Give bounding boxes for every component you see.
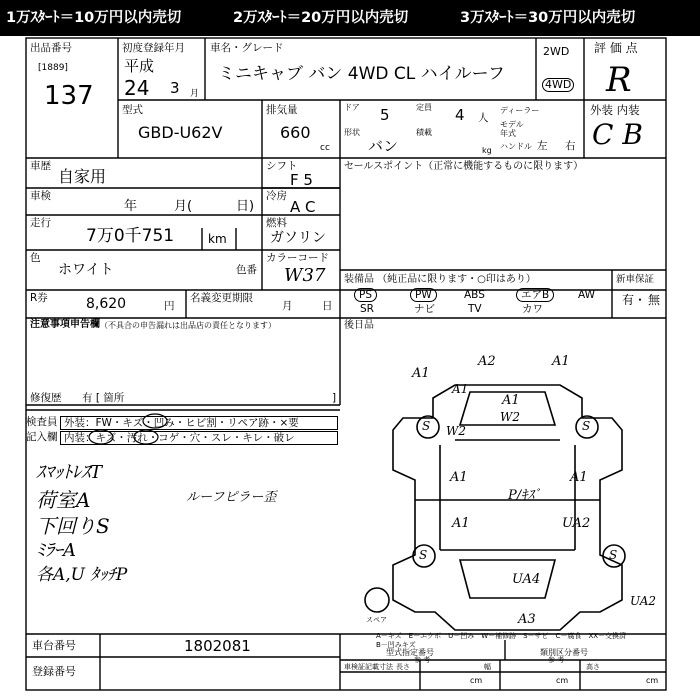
mark-ua2-right: UA2 bbox=[562, 516, 591, 531]
mileage-unit: km bbox=[208, 232, 227, 246]
warranty-none: 無 bbox=[648, 293, 661, 307]
equip-aw: AW bbox=[578, 289, 595, 301]
ext-int-label: 外装 内装 bbox=[590, 103, 640, 117]
model-name-value: ミニキャブ バン 4WD CL ハイルーフ bbox=[218, 64, 505, 84]
model-code-value: GBD-U62V bbox=[138, 123, 223, 142]
warranty-separator: ・ bbox=[634, 293, 647, 307]
name-change-month: 月 bbox=[282, 300, 293, 312]
mark-a1-left-door: A1 bbox=[450, 470, 468, 485]
size-label: 車検証記載寸法 bbox=[344, 663, 393, 671]
capacity-label: 定員 bbox=[416, 103, 432, 112]
registration-era: 平成 bbox=[124, 57, 155, 75]
lot-number: 137 bbox=[44, 81, 94, 111]
equip-ps-circled: PS bbox=[354, 288, 377, 302]
mark-a2-front: A2 bbox=[478, 354, 496, 369]
sales-point-label: セールスポイント（正常に機能するものに限ります） bbox=[344, 161, 584, 172]
displacement-value: 660 bbox=[280, 123, 311, 142]
inspection-day: 日) bbox=[236, 199, 255, 214]
capacity-unit: 人 bbox=[478, 112, 489, 124]
ac-value: A C bbox=[290, 198, 316, 216]
category-no-label: 類別区分番号 bbox=[540, 648, 588, 657]
score-value: R bbox=[606, 60, 632, 100]
mileage-value: 7万0千751 bbox=[86, 226, 175, 246]
length-unit: cm bbox=[470, 676, 483, 685]
name-change-label: 名義変更期限 bbox=[190, 292, 253, 304]
mark-a1-front-left: A1 bbox=[412, 366, 430, 381]
drive-2wd: 2WD bbox=[543, 45, 570, 58]
chassis-value: 1802081 bbox=[184, 637, 251, 655]
mark-s-rear-left-tire: S bbox=[419, 548, 428, 562]
repair-label: 修復歴 bbox=[30, 392, 62, 404]
capacity-value: 4 bbox=[455, 106, 465, 124]
mark-a1-left-rear: A1 bbox=[452, 516, 470, 531]
cat-ref: 参 考 bbox=[548, 656, 565, 664]
registration-month: 3 bbox=[170, 79, 180, 97]
equip-abs: ABS bbox=[464, 289, 485, 301]
spec-ref: 参 考 bbox=[414, 656, 431, 664]
legend-line-1: A－キズ E－エクボ U－凹み W－補修跡 S－サビ C－腐食 XX－交換済 bbox=[376, 632, 627, 640]
load-unit: kg bbox=[482, 146, 492, 155]
inspector-label: 検査員 bbox=[26, 416, 58, 428]
exterior-checklist: 外装：FW・キズ・凹み・ヒビ割・リペア跡・×要 bbox=[60, 416, 338, 430]
lot-code: [1889] bbox=[38, 63, 68, 73]
note-line-1: ｽﾏｯﾄﾚｽT bbox=[36, 462, 103, 483]
mark-w2-side: W2 bbox=[446, 424, 466, 438]
mark-ua2-rear-right: UA2 bbox=[630, 594, 657, 608]
color-number-value: W37 bbox=[284, 265, 326, 286]
mark-ua4-rear: UA4 bbox=[512, 572, 541, 587]
handle-label: ハンドル bbox=[500, 142, 532, 151]
equip-pw-circled: PW bbox=[410, 288, 437, 302]
warranty-have: 有 bbox=[622, 293, 635, 307]
color-code-label: カラーコード bbox=[266, 252, 329, 264]
note-line-5: 各A,U ﾀｯﾁP bbox=[36, 565, 128, 585]
mark-a1-windshield: A1 bbox=[502, 393, 520, 408]
dealer-model-label: モデル bbox=[500, 120, 524, 129]
interior-checklist: 内装：キズ・汚れ・コゲ・穴・スレ・キレ・破レ bbox=[60, 431, 338, 445]
spare-label: スペア bbox=[366, 616, 387, 624]
inspection-month: 月( bbox=[174, 199, 193, 214]
height-unit: cm bbox=[646, 676, 659, 685]
registration-label: 初度登録年月 bbox=[122, 42, 185, 54]
note-line-4: ﾐﾗｰA bbox=[36, 540, 76, 561]
mark-s-front-left-tire: S bbox=[422, 419, 431, 433]
color-value: ホワイト bbox=[58, 262, 114, 278]
score-label: 評 価 点 bbox=[594, 41, 638, 55]
handle-left: 左 bbox=[537, 140, 548, 152]
registration-month-unit: 月 bbox=[190, 89, 200, 99]
reg-number-label: 登録番号 bbox=[32, 665, 76, 678]
mark-w2-windshield: W2 bbox=[500, 410, 520, 424]
width-unit: cm bbox=[556, 676, 569, 685]
category-value: 自家用 bbox=[58, 167, 107, 186]
inspection-label: 車検 bbox=[30, 190, 51, 202]
inspection-year: 年 bbox=[124, 199, 138, 214]
note-roof-pillar: ルーフピラー歪 bbox=[186, 490, 277, 505]
repair-value: 有 [ 箇所 bbox=[82, 392, 125, 404]
legend-line-2: B－凹みキズ bbox=[376, 641, 416, 649]
rear-items-label: 後日品 bbox=[344, 320, 374, 331]
banner-item-2: 2万ｽﾀｰﾄ＝20万円以内売切 bbox=[233, 10, 409, 26]
model-code-label: 型式 bbox=[122, 104, 143, 116]
height-label: 高さ bbox=[586, 663, 600, 671]
shift-value: F 5 bbox=[290, 171, 313, 189]
equipment-label: 装備品 （純正品に限ります・○印はあり） bbox=[344, 274, 536, 285]
shape-value: バン bbox=[368, 137, 399, 155]
note-line-2: 荷室A bbox=[36, 488, 91, 512]
note-line-3: 下回りS bbox=[36, 514, 110, 538]
model-name-label: 車名・グレード bbox=[210, 42, 284, 54]
length-label: 長さ bbox=[396, 663, 410, 671]
caution-sub: （不具合の申告漏れは出品店の責任となります） bbox=[100, 321, 276, 330]
color-number-label: 色番 bbox=[236, 264, 257, 276]
equip-navi: ナビ bbox=[414, 303, 435, 315]
repair-close: ] bbox=[332, 392, 337, 404]
displacement-label: 排気量 bbox=[266, 104, 298, 116]
fuel-value: ガソリン bbox=[270, 230, 326, 246]
load-label: 積載 bbox=[416, 128, 432, 137]
mark-a1-hood: A1 bbox=[452, 382, 469, 396]
registration-year: 24 bbox=[124, 76, 150, 100]
doors-value: 5 bbox=[380, 106, 390, 124]
equip-airbag-circled: エアB bbox=[516, 288, 554, 302]
category-label: 車歴 bbox=[30, 160, 51, 172]
ext-int-value: C B bbox=[592, 118, 643, 151]
mark-p-scratch-roof: P/ｷｽﾞ bbox=[508, 488, 541, 503]
banner-item-1: 1万ｽﾀｰﾄ＝10万円以内売切 bbox=[6, 10, 182, 26]
dealer-label: ディーラー bbox=[500, 106, 540, 115]
recycle-label: R券 bbox=[30, 292, 48, 304]
displacement-unit: cc bbox=[320, 143, 330, 153]
spec-label: 型式指定番号 bbox=[386, 648, 434, 657]
shift-label: シフト bbox=[266, 160, 298, 172]
entry-label: 記入欄 bbox=[26, 431, 58, 443]
mark-s-rear-right-tire: S bbox=[609, 548, 618, 562]
shape-label: 形状 bbox=[344, 128, 360, 137]
name-change-day: 日 bbox=[322, 300, 333, 312]
equip-sr: SR bbox=[360, 303, 374, 315]
mark-a1-front-right: A1 bbox=[552, 354, 570, 369]
banner-item-3: 3万ｽﾀｰﾄ＝30万円以内売切 bbox=[460, 10, 636, 26]
new-car-warranty-label: 新車保証 bbox=[616, 274, 655, 285]
mark-s-front-right-tire: S bbox=[582, 419, 591, 433]
ac-label: 冷房 bbox=[266, 190, 287, 202]
equip-tv: TV bbox=[468, 303, 482, 315]
handle-right: 右 bbox=[565, 140, 576, 152]
mark-a3-rear-bumper: A3 bbox=[518, 612, 536, 627]
recycle-unit: 円 bbox=[164, 300, 175, 312]
equip-leather: カワ bbox=[522, 303, 543, 315]
chassis-label: 車台番号 bbox=[32, 639, 76, 652]
fuel-label: 燃料 bbox=[266, 217, 287, 229]
mileage-label: 走行 bbox=[30, 217, 51, 229]
drive-4wd-circled: 4WD bbox=[542, 78, 574, 92]
caution-label: 注意事項申告欄 bbox=[30, 319, 100, 330]
dealer-year-label: 年式 bbox=[500, 129, 516, 138]
color-label: 色 bbox=[30, 252, 41, 264]
width-label: 幅 bbox=[484, 663, 491, 671]
doors-label: ドア bbox=[344, 103, 360, 112]
mark-a1-right-door: A1 bbox=[570, 470, 588, 485]
recycle-value: 8,620 bbox=[86, 296, 127, 312]
lot-label: 出品番号 bbox=[30, 42, 72, 54]
